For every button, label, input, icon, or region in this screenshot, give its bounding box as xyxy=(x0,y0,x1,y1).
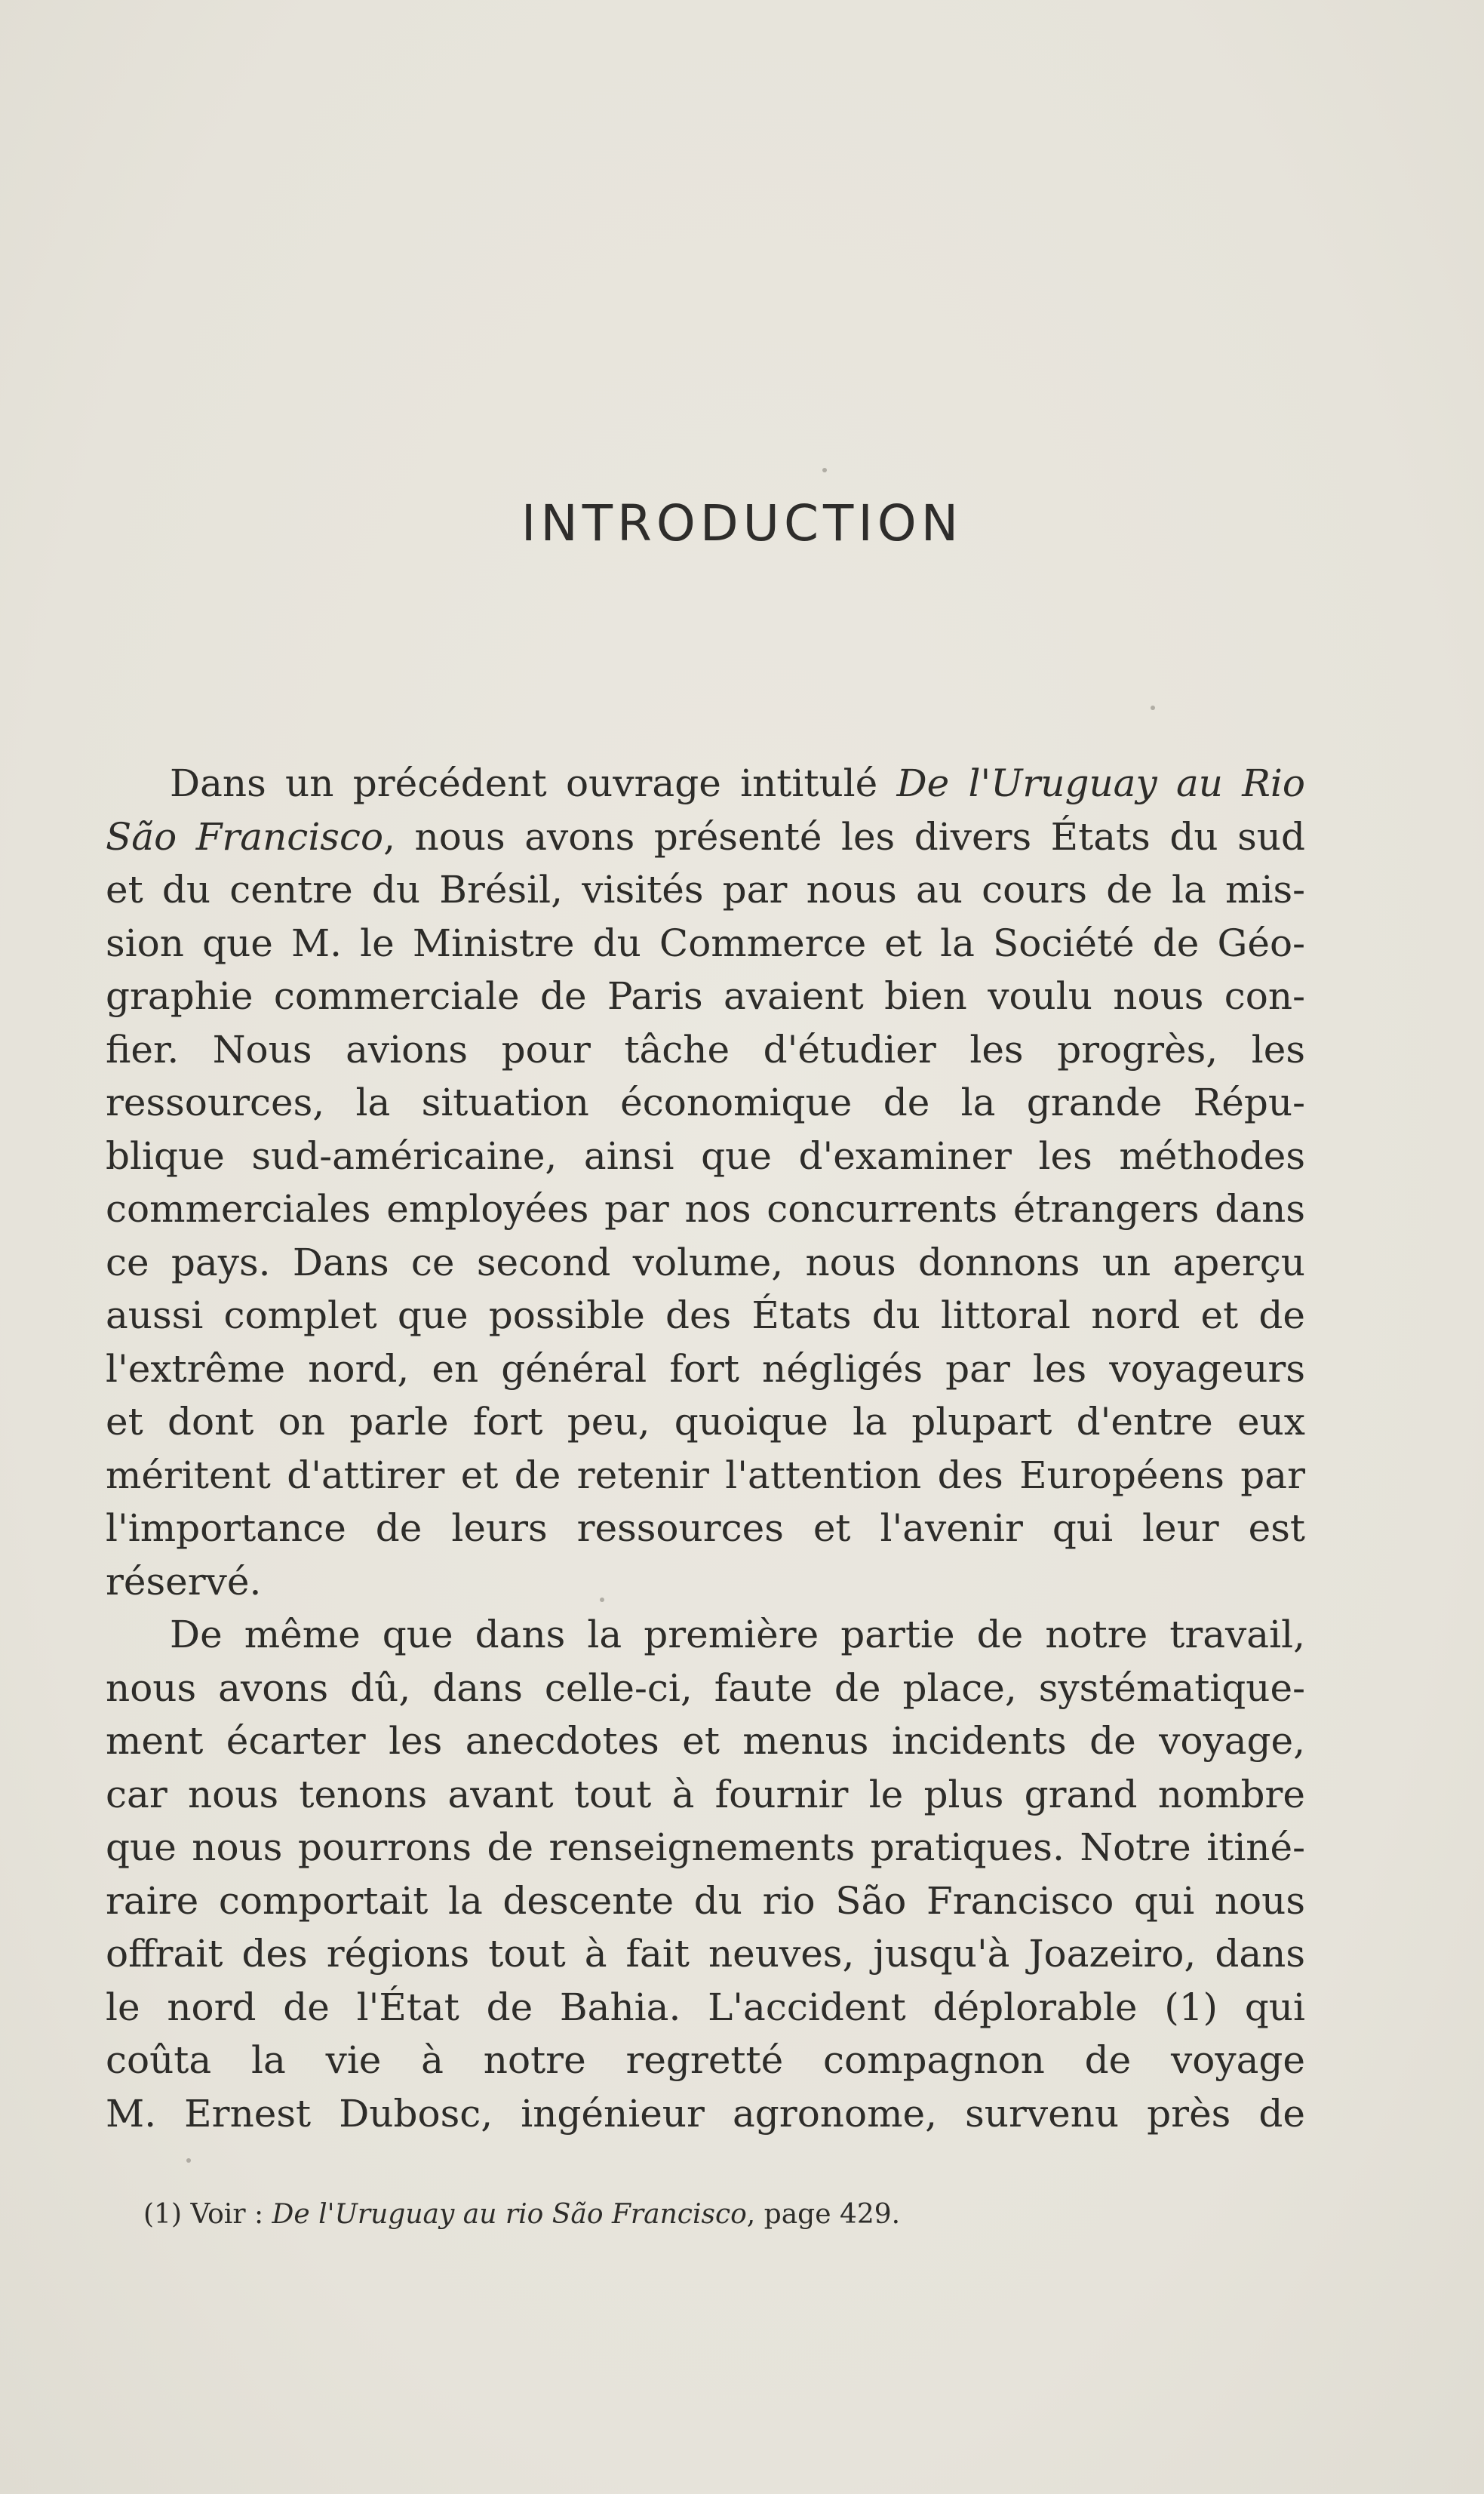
paper-speck xyxy=(600,1598,604,1602)
text-line xyxy=(106,810,1305,864)
text-line: que nous pourrons de renseignements pratiques. Notre itiné- xyxy=(106,1825,1305,1869)
paper-speck xyxy=(822,468,827,472)
text-line: l'extrême nord, en général fort négligés par les voyageurs xyxy=(106,1346,1305,1391)
text-line: graphie commerciale de Paris avaient bien voulu nous con- xyxy=(106,974,1305,1018)
main-text xyxy=(106,757,1305,2140)
footnote-prefix: (1) Voir : xyxy=(143,2199,272,2230)
text-line: méritent d'attirer et de retenir l'attention des Européens par xyxy=(106,1453,1305,1497)
text-line: et du centre du Brésil, visités par nous au cours de la mis- xyxy=(106,868,1305,912)
text-line: sion que M. le Ministre du Commerce et la Société de Géo- xyxy=(106,921,1305,965)
text-line: ment écarter les anecdotes et menus incidents de voyage, xyxy=(106,1719,1305,1763)
text-line: ressources, la situation économique de la grande Répu- xyxy=(106,1081,1305,1124)
text-line: commerciales employées par nos concurrents étrangers dans xyxy=(106,1187,1305,1231)
text-line: et dont on parle fort peu, quoique la plupart d'entre eux xyxy=(106,1400,1305,1444)
paper-speck xyxy=(186,2158,191,2163)
text-line: l'importance de leurs ressources et l'avenir qui leur est xyxy=(106,1506,1305,1550)
text-fragment: , nous avons présenté les divers États du sud xyxy=(383,814,1305,859)
paragraph-1 xyxy=(106,757,1305,1608)
page-title: INTRODUCTION xyxy=(521,494,963,552)
text-line: aussi complet que possible des États du littoral nord et de xyxy=(106,1293,1305,1337)
book-title-italic: São Francisco xyxy=(106,814,384,859)
text-line: offrait des régions tout à fait neuves, jusqu'à Joazeiro, dans xyxy=(106,1932,1305,1976)
text-fragment: Dans un précédent ouvrage intitulé xyxy=(170,761,897,805)
text-line: nous avons dû, dans celle-ci, faute de place, systématique- xyxy=(106,1665,1305,1710)
book-title-italic: De l'Uruguay au Rio xyxy=(896,761,1305,805)
text-line: blique sud-américaine, ainsi que d'examiner les méthodes xyxy=(106,1133,1305,1178)
text-line: car nous tenons avant tout à fournir le plus grand nombre xyxy=(106,1772,1305,1816)
text-line: ce pays. Dans ce second volume, nous donnons un aperçu xyxy=(106,1240,1305,1284)
text-line: raire comportait la descente du rio São Francisco qui nous xyxy=(106,1878,1305,1923)
footnote xyxy=(143,2199,900,2230)
text-line: fier. Nous avions pour tâche d'étudier les progrès, les xyxy=(106,1027,1305,1072)
text-line: De même que dans la première partie de notre travail, xyxy=(170,1613,1305,1656)
paragraph-2 xyxy=(106,1608,1305,2140)
text-line: coûta la vie à notre regretté compagnon de voyage xyxy=(106,2038,1305,2082)
text-line: réservé. xyxy=(106,1559,262,1604)
footnote-book-title: De l'Uruguay au rio São Francisco xyxy=(272,2199,747,2230)
text-line: le nord de l'État de Bahia. L'accident déplorable (1) qui xyxy=(106,1985,1305,2029)
text-line xyxy=(106,757,1305,810)
paper-speck xyxy=(1151,706,1155,710)
text-line: M. Ernest Dubosc, ingénieur agronome, survenu près de xyxy=(106,2091,1305,2136)
footnote-suffix: , page 429. xyxy=(746,2199,901,2230)
